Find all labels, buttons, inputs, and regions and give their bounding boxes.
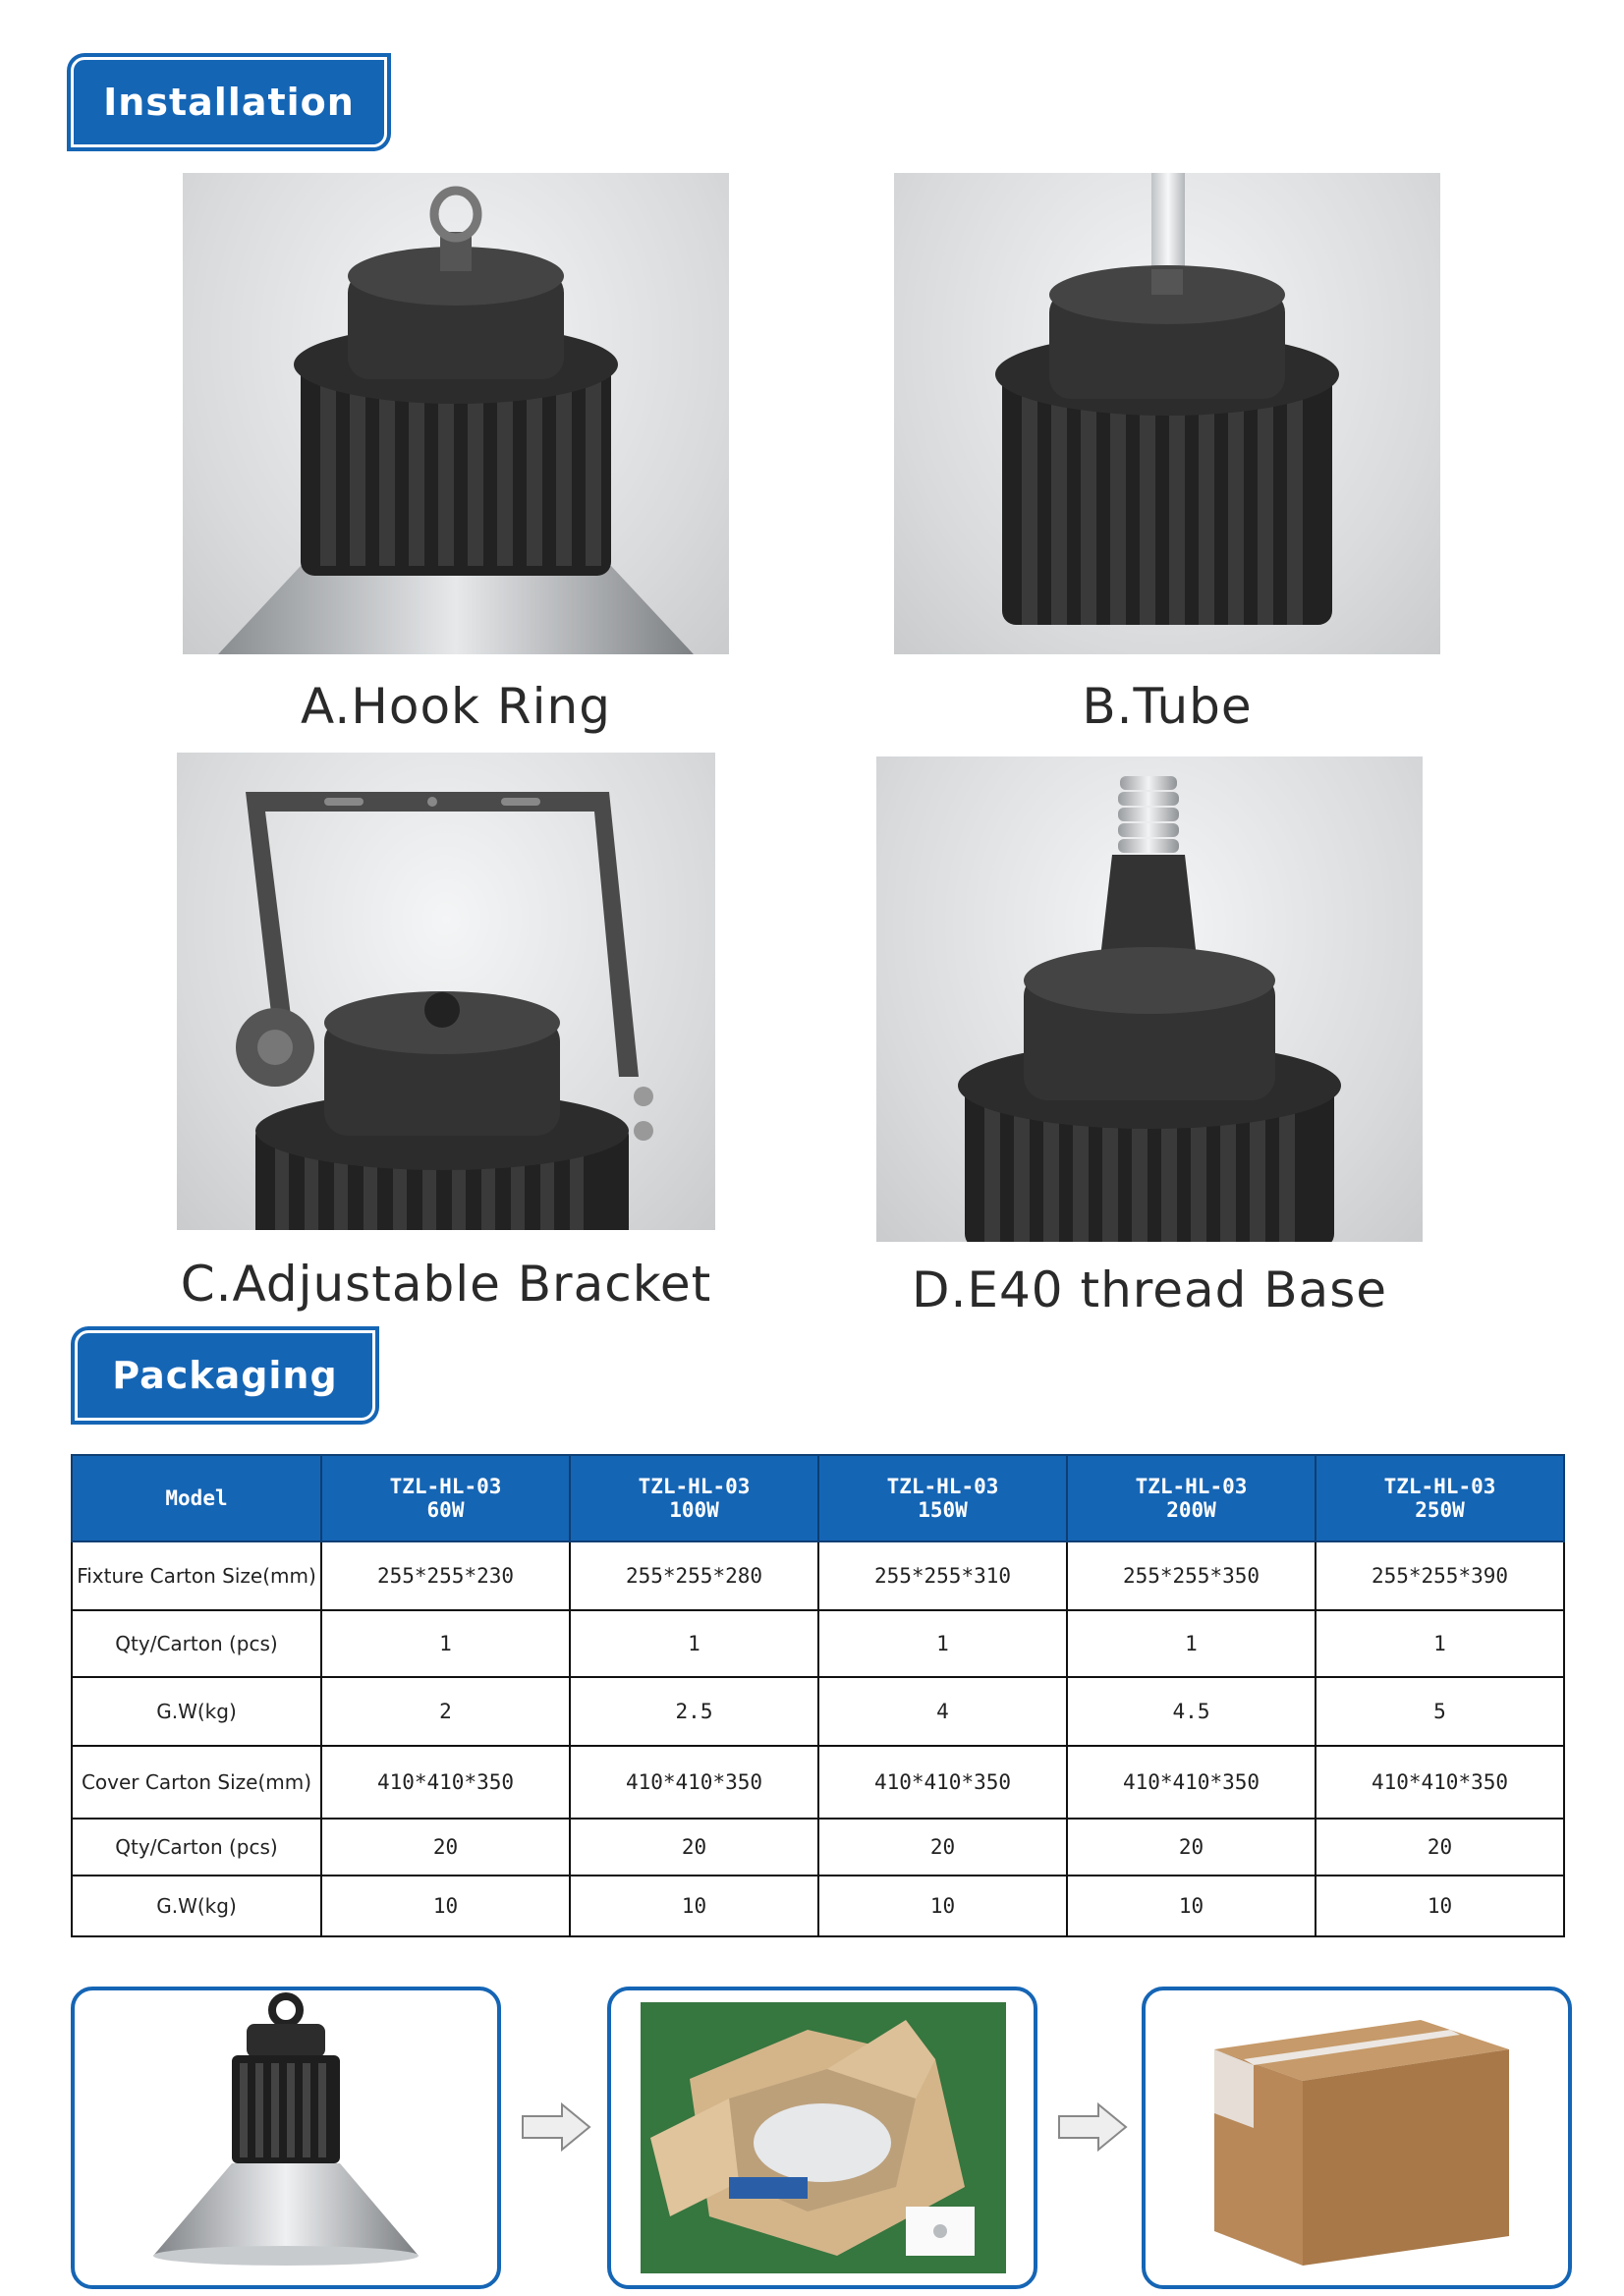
table-cell: 10: [570, 1876, 818, 1936]
table-row: [72, 1677, 1564, 1746]
adjustable-bracket-caption: [147, 1256, 745, 1313]
adjustable-bracket-caption-text: C.Adjustable Bracket: [180, 1256, 712, 1313]
table-cell: 255*255*350: [1067, 1541, 1316, 1610]
model-header: [72, 1455, 321, 1541]
packaging-table: [71, 1454, 1565, 1937]
table-cell: 410*410*350: [570, 1746, 818, 1819]
table-cell: 10: [1316, 1876, 1564, 1936]
packaging-heading: [75, 1330, 375, 1421]
tube-photo: [894, 173, 1440, 654]
table-cell: 4: [818, 1677, 1067, 1746]
table-cell: 1: [1067, 1610, 1316, 1677]
table-cell: 1: [1316, 1610, 1564, 1677]
table-cell: 255*255*310: [818, 1541, 1067, 1610]
row-label: Qty/Carton (pcs): [72, 1819, 321, 1876]
model-name: TZL-HL-03: [1135, 1475, 1248, 1498]
model-power: 250W: [1415, 1498, 1465, 1522]
e40-base-photo: [876, 756, 1423, 1242]
model-header-150w: [818, 1455, 1067, 1541]
model-header-text: Model: [165, 1486, 228, 1510]
model-power: 150W: [918, 1498, 968, 1522]
table-cell: 10: [321, 1876, 570, 1936]
table-cell: 20: [321, 1819, 570, 1876]
hook-ring-caption-text: A.Hook Ring: [301, 678, 611, 735]
table-cell: 4.5: [1067, 1677, 1316, 1746]
packaging-step-sealed-box: [1142, 1987, 1572, 2289]
row-label: Cover Carton Size(mm): [72, 1746, 321, 1819]
open-box-icon: [611, 1990, 1034, 2285]
model-name: TZL-HL-03: [389, 1475, 502, 1498]
row-label: Qty/Carton (pcs): [72, 1610, 321, 1677]
packaging-step-open-box: [607, 1987, 1037, 2289]
row-label: G.W(kg): [72, 1876, 321, 1936]
hook-ring-photo: [183, 173, 729, 654]
table-cell: 2: [321, 1677, 570, 1746]
arrow-right-icon: [521, 2102, 591, 2152]
model-power: 100W: [669, 1498, 719, 1522]
table-cell: 410*410*350: [321, 1746, 570, 1819]
table-cell: 20: [1316, 1819, 1564, 1876]
table-row: [72, 1819, 1564, 1876]
model-name: TZL-HL-03: [1383, 1475, 1496, 1498]
model-power: 200W: [1166, 1498, 1216, 1522]
hook-ring-lamp-icon: [183, 173, 729, 654]
table-row: [72, 1746, 1564, 1819]
table-cell: 255*255*280: [570, 1541, 818, 1610]
model-header-60w: [321, 1455, 570, 1541]
packaging-step-lamp: [71, 1987, 501, 2289]
e40-lamp-icon: [876, 756, 1423, 1242]
installation-heading-text: Installation: [103, 81, 355, 124]
model-power: 60W: [426, 1498, 465, 1522]
table-cell: 20: [1067, 1819, 1316, 1876]
model-name: TZL-HL-03: [886, 1475, 999, 1498]
adjustable-bracket-photo: [177, 753, 715, 1230]
table-cell: 2.5: [570, 1677, 818, 1746]
table-row: [72, 1610, 1564, 1677]
table-cell: 5: [1316, 1677, 1564, 1746]
tube-caption: [894, 678, 1440, 735]
model-header-200w: [1067, 1455, 1316, 1541]
table-cell: 255*255*230: [321, 1541, 570, 1610]
table-cell: 20: [818, 1819, 1067, 1876]
row-label: G.W(kg): [72, 1677, 321, 1746]
table-cell: 410*410*350: [818, 1746, 1067, 1819]
arrow-right-icon: [1057, 2102, 1128, 2152]
table-cell: 255*255*390: [1316, 1541, 1564, 1610]
packaging-heading-text: Packaging: [112, 1354, 338, 1397]
e40-base-caption-text: D.E40 thread Base: [911, 1261, 1388, 1318]
e40-base-caption: [865, 1261, 1434, 1318]
table-row: [72, 1541, 1564, 1610]
table-cell: 410*410*350: [1316, 1746, 1564, 1819]
table-row: [72, 1876, 1564, 1936]
sealed-box-icon: [1146, 1990, 1568, 2285]
table-header-row: [72, 1455, 1564, 1541]
table-cell: 1: [818, 1610, 1067, 1677]
table-cell: 10: [818, 1876, 1067, 1936]
tube-lamp-icon: [894, 173, 1440, 654]
table-cell: 1: [570, 1610, 818, 1677]
installation-heading: [71, 57, 387, 147]
table-cell: 410*410*350: [1067, 1746, 1316, 1819]
hook-ring-caption: [183, 678, 729, 735]
table-cell: 1: [321, 1610, 570, 1677]
high-bay-lamp-icon: [75, 1990, 497, 2285]
model-header-100w: [570, 1455, 818, 1541]
row-label: Fixture Carton Size(mm): [72, 1541, 321, 1610]
table-cell: 20: [570, 1819, 818, 1876]
table-cell: 10: [1067, 1876, 1316, 1936]
tube-caption-text: B.Tube: [1082, 678, 1253, 735]
bracket-lamp-icon: [177, 753, 715, 1230]
model-header-250w: [1316, 1455, 1564, 1541]
model-name: TZL-HL-03: [638, 1475, 751, 1498]
